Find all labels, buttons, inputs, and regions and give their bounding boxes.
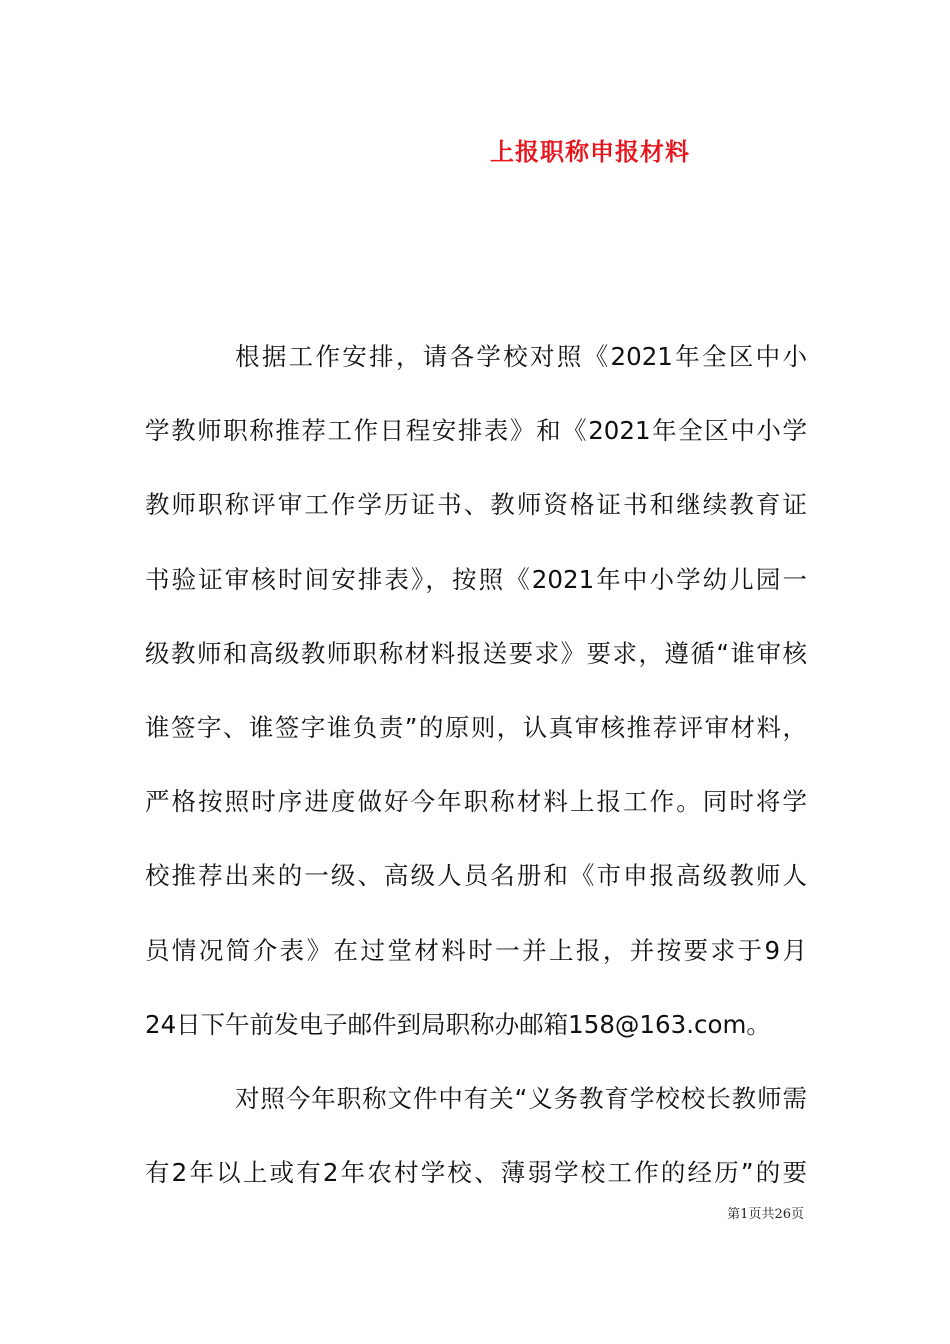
paragraph-line: 有2年以上或有2年农村学校、薄弱学校工作的经历”的要 <box>145 1158 807 1188</box>
paragraph-line: 教师职称评审工作学历证书、教师资格证书和继续教育证 <box>145 490 807 520</box>
paragraph-line: 员情况简介表》在过堂材料时一并上报，并按要求于9月 <box>145 935 807 965</box>
document-title: 上报职称申报材料 <box>490 137 690 166</box>
page-number: 第1页共26页 <box>727 1207 804 1222</box>
paragraph-line: 校推荐出来的一级、高级人员名册和《市申报高级教师人 <box>145 861 807 891</box>
paragraph-line: 24日下午前发电子邮件到局职称办邮箱158@163.com。 <box>145 1009 771 1039</box>
paragraph-line: 严格按照时序进度做好今年职称材料上报工作。同时将学 <box>145 787 807 817</box>
paragraph-line: 对照今年职称文件中有关“义务教育学校校长教师需 <box>235 1083 807 1113</box>
paragraph-line: 谁签字、谁签字谁负责”的原则，认真审核推荐评审材料， <box>145 712 807 742</box>
paragraph-line: 级教师和高级教师职称材料报送要求》要求，遵循“谁审核 <box>145 638 807 668</box>
paragraph-line: 根据工作安排，请各学校对照《2021年全区中小 <box>235 342 807 371</box>
document-body <box>145 335 807 1225</box>
paragraph-line: 书验证审核时间安排表》，按照《2021年中小学幼儿园一 <box>145 564 807 594</box>
paragraph-line: 学教师职称推荐工作日程安排表》和《2021年全区中小学 <box>145 416 807 446</box>
